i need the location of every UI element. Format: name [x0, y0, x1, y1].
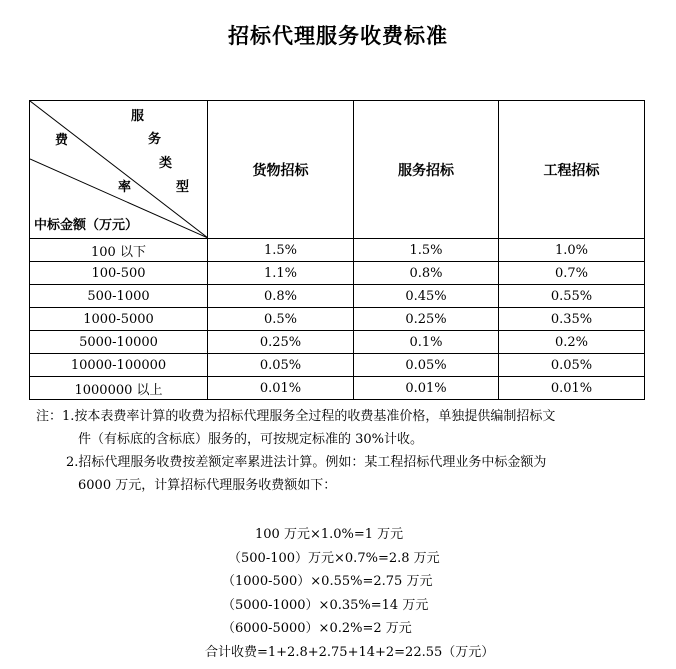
- notes-section: [36, 405, 656, 497]
- table-row: [30, 354, 645, 377]
- rate-cell: 0.8%: [354, 262, 499, 285]
- rate-cell: 0.7%: [499, 262, 645, 285]
- calc-line: （1000-500）×0.55%=2.75 万元: [222, 574, 433, 589]
- note-line: 注：1.按本表费率计算的收费为招标代理服务全过程的收费基准价格，单独提供编制招标文: [36, 409, 556, 424]
- calculation-block: [0, 523, 676, 664]
- rate-cell: 1.5%: [208, 239, 354, 262]
- table-row: [30, 308, 645, 331]
- rate-cell: 0.45%: [354, 285, 499, 308]
- corner-label-rate: 率: [118, 180, 132, 195]
- fee-table: [29, 100, 645, 400]
- corner-label-service: 务: [148, 132, 162, 147]
- rate-cell: 0.25%: [354, 308, 499, 331]
- rate-cell: 0.5%: [208, 308, 354, 331]
- calc-line: （500-100）万元×0.7%=2.8 万元: [228, 550, 440, 566]
- table-row: [30, 239, 645, 262]
- corner-label-amount: 中标金额（万元）: [34, 218, 139, 233]
- calc-line: 合计收费=1+2.8+2.75+14+2=22.55（万元）: [205, 644, 495, 660]
- corner-label-fee: 费: [55, 133, 69, 148]
- amount-cell: 1000-5000: [30, 308, 208, 331]
- rate-cell: 0.8%: [208, 285, 354, 308]
- amount-cell: 100-500: [30, 262, 208, 285]
- amount-cell: 500-1000: [30, 285, 208, 308]
- rate-cell: 0.35%: [499, 308, 645, 331]
- rate-cell: 0.2%: [499, 331, 645, 354]
- rate-cell: 0.25%: [208, 331, 354, 354]
- rate-cell: 0.05%: [208, 354, 354, 377]
- rate-cell: 0.01%: [354, 377, 499, 400]
- page-title: 招标代理服务收费标准: [228, 24, 448, 48]
- table-row: [30, 262, 645, 285]
- rate-cell: 0.05%: [354, 354, 499, 377]
- rate-cell: 1.0%: [499, 239, 645, 262]
- amount-cell: 1000000 以上: [30, 377, 208, 400]
- table-row: [30, 331, 645, 354]
- corner-label-type: 型: [176, 180, 190, 195]
- calc-line: （6000-5000）×0.2%=2 万元: [222, 621, 412, 636]
- column-header-engineering: 工程招标: [499, 101, 645, 239]
- amount-cell: 5000-10000: [30, 331, 208, 354]
- table-header-row: [30, 101, 645, 239]
- rate-cell: 0.01%: [208, 377, 354, 400]
- amount-cell: 100 以下: [30, 239, 208, 262]
- table-row: [30, 285, 645, 308]
- rate-cell: 0.55%: [499, 285, 645, 308]
- rate-cell: 0.05%: [499, 354, 645, 377]
- note-line: 件（有标底的含标底）服务的，可按规定标准的 30%计收。: [78, 432, 424, 447]
- amount-cell: 10000-100000: [30, 354, 208, 377]
- column-header-service: 服务招标: [354, 101, 499, 239]
- calc-line: 100 万元×1.0%=1 万元: [255, 527, 404, 542]
- rate-cell: 1.1%: [208, 262, 354, 285]
- note-line: 6000 万元，计算招标代理服务收费额如下：: [78, 478, 337, 493]
- column-header-goods: 货物招标: [208, 101, 354, 239]
- corner-header-cell: [30, 101, 208, 239]
- corner-label-type: 类: [159, 156, 173, 171]
- rate-cell: 0.01%: [499, 377, 645, 400]
- corner-label-service: 服: [131, 109, 145, 124]
- rate-cell: 0.1%: [354, 331, 499, 354]
- calc-line: （5000-1000）×0.35%=14 万元: [222, 597, 429, 613]
- rate-cell: 1.5%: [354, 239, 499, 262]
- table-row: [30, 377, 645, 400]
- note-line: 2.招标代理服务收费按差额定率累进法计算。例如：某工程招标代理业务中标金额为: [66, 455, 547, 470]
